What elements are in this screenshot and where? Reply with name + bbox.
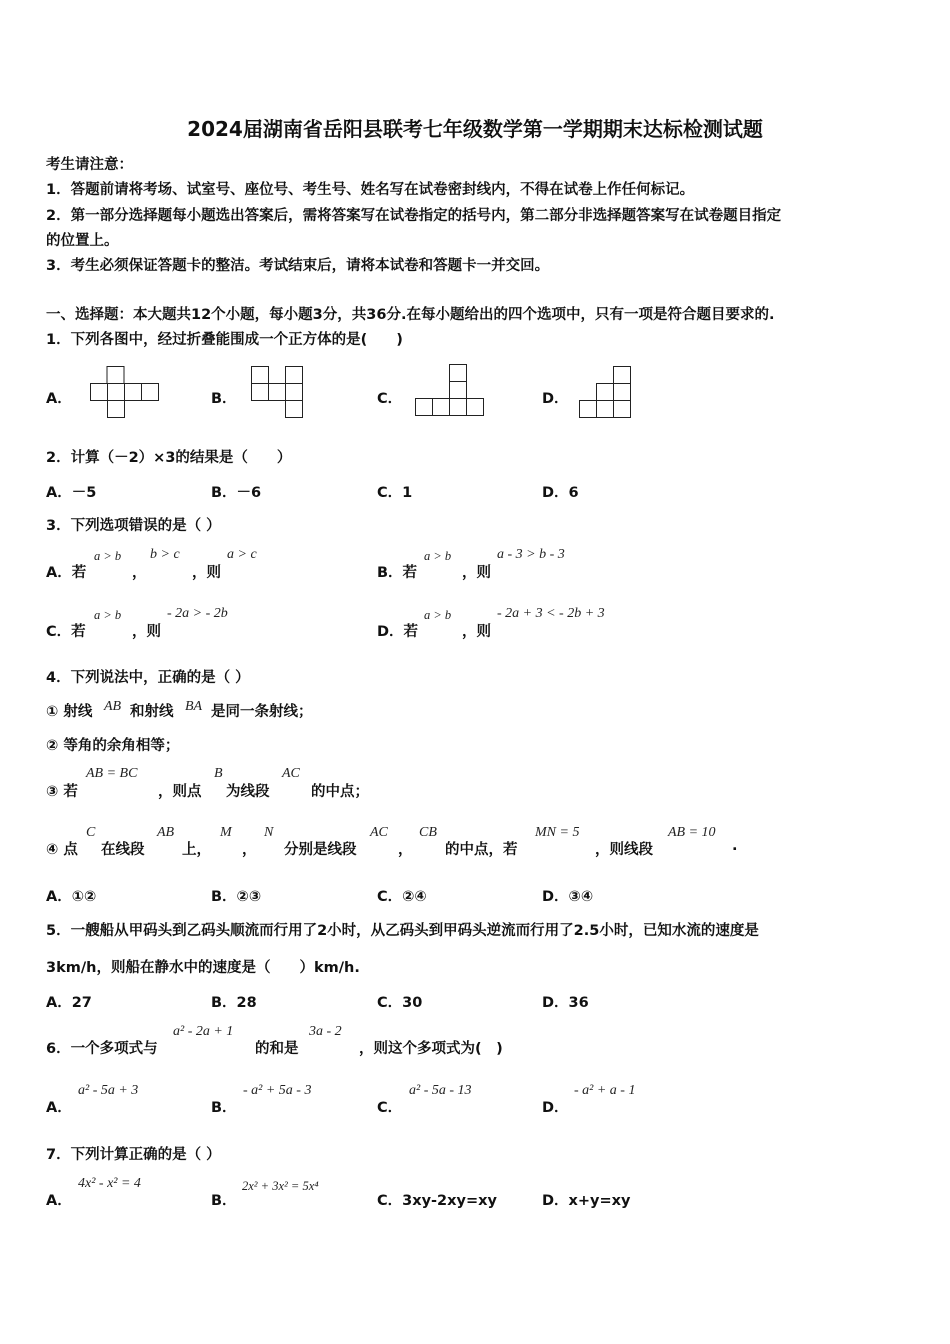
q3-c-math-2: - 2a > - 2b [167, 606, 228, 621]
q3-option-b-label: B．若 [377, 565, 418, 581]
q4-s3-text-3: 为线段 [226, 784, 270, 800]
q6-option-b-label: B． [211, 1100, 237, 1116]
q4-s3-math-2: B [214, 766, 223, 781]
q3-option-a-label: A．若 [46, 565, 87, 581]
section-heading: 一、选择题：本大题共12个小题，每小题3分，共36分.在每小题给出的四个选项中，只有一项是符合题目要求的. [46, 307, 775, 323]
question-3-stem: 3．下列选项错误的是（ ） [46, 518, 221, 534]
notice-item: 3．考生必须保证答题卡的整洁。考试结束后，请将本试卷和答题卡一并交回。 [46, 258, 550, 274]
q4-s3-math-3: AC [282, 766, 300, 781]
q4-s4-text-3: 上， [182, 842, 211, 858]
q2-option-c: C．1 [377, 485, 413, 501]
q4-option-d: D．③④ [542, 889, 594, 905]
q3-a-math-1: a > b [94, 549, 122, 563]
q7-option-b-label: B． [211, 1193, 237, 1209]
q3-d-math-1: a > b [424, 608, 452, 622]
q4-s4-text-8: ，则线段 [595, 842, 653, 858]
q3-d-math-2: - 2a + 3 < - 2b + 3 [497, 606, 605, 621]
q4-s3-text: ③ 若 [46, 784, 78, 800]
q4-option-a: A．①② [46, 889, 97, 905]
q3-option-c-label: C．若 [46, 624, 86, 640]
q1-option-a-label: A． [46, 391, 72, 407]
question-6-stem: 6．一个多项式与 [46, 1041, 158, 1057]
q4-s4-math-7: MN = 5 [535, 825, 580, 840]
q5-option-c: C．30 [377, 995, 423, 1011]
q6-math-1: a² - 2a + 1 [173, 1024, 234, 1039]
q6-option-c-math: a² - 5a - 13 [409, 1083, 472, 1098]
q4-s3-text-4: 的中点； [311, 784, 369, 800]
q3-a-sep-2: ，则 [192, 565, 221, 581]
q6-option-d-label: D． [542, 1100, 569, 1116]
q5-option-a: A．27 [46, 995, 92, 1011]
q5-option-b: B．28 [211, 995, 257, 1011]
q7-option-a-math: 4x² - x² = 4 [78, 1176, 141, 1191]
question-7-stem: 7．下列计算正确的是（ ） [46, 1147, 221, 1163]
cube-net-a [90, 366, 160, 419]
q4-s1-math-1: AB [104, 699, 122, 714]
question-5-stem-line-2: 3km/h，则船在静水中的速度是（ ）km/h. [46, 960, 360, 976]
notice-item: 2．第一部分选择题每小题选出答案后，需将答案写在试卷指定的括号内，第二部分非选择题答案写在试卷题目指定 [46, 208, 782, 224]
q6-option-a-math: a² - 5a + 3 [78, 1083, 139, 1098]
q1-option-c-label: C． [377, 391, 403, 407]
q4-s4-math-8: AB = 10 [668, 825, 716, 840]
q3-a-math-3: a > c [227, 547, 257, 562]
q1-option-d-label: D． [542, 391, 569, 407]
q4-s4-math-5: AC [370, 825, 388, 840]
page-title: 2024届湖南省岳阳县联考七年级数学第一学期期末达标检测试题 [187, 117, 763, 141]
question-5-stem-line-1: 5．一艘船从甲码头到乙码头顺流而行用了2小时，从乙码头到甲码头逆流而行用了2.5小时，已知水流的速度是 [46, 923, 759, 939]
q4-s4-text-2: 在线段 [101, 842, 145, 858]
q7-option-c: C．3xy-2xy=xy [377, 1193, 497, 1209]
q3-b-sep-1: ，则 [462, 565, 491, 581]
question-2-stem: 2．计算（－2）×3的结果是（ ） [46, 450, 292, 466]
notice-heading: 考生请注意： [46, 157, 133, 173]
q4-s4-text: ④ 点 [46, 842, 78, 858]
q5-option-d: D．36 [542, 995, 589, 1011]
q3-b-math-2: a - 3 > b - 3 [497, 547, 565, 562]
q4-s4-text-9: . [732, 838, 738, 854]
q7-option-a-label: A． [46, 1193, 72, 1209]
q3-a-sep-1: ， [132, 565, 147, 581]
q4-s1-text: ① 射线 [46, 704, 93, 720]
q4-s1-text-2: 和射线 [130, 704, 174, 720]
q7-option-d: D．x+y=xy [542, 1193, 631, 1209]
q4-s4-math-3: M [220, 825, 232, 840]
q4-s4-math-4: N [264, 825, 274, 840]
q6-option-a-label: A． [46, 1100, 72, 1116]
q7-option-b-math: 2x² + 3x² = 5x⁴ [242, 1179, 319, 1193]
cube-net-b [251, 366, 305, 420]
notice-item: 1．答题前请将考场、试室号、座位号、考生号、姓名写在试卷密封线内，不得在试卷上作任何标记。 [46, 182, 695, 198]
question-1-stem: 1．下列各图中，经过折叠能围成一个正方体的是( ) [46, 332, 403, 348]
q6-option-d-math: - a² + a - 1 [574, 1083, 636, 1098]
q4-s4-math-1: C [86, 825, 96, 840]
q4-s4-text-4: ， [242, 842, 257, 858]
q3-option-d-label: D．若 [377, 624, 419, 640]
q3-a-math-2: b > c [150, 547, 180, 562]
q2-option-b: B．－6 [211, 485, 262, 501]
q4-s2-text: ② 等角的余角相等； [46, 738, 180, 754]
q3-b-math-1: a > b [424, 549, 452, 563]
q6-text-3: ，则这个多项式为( ) [359, 1041, 503, 1057]
cube-net-d [579, 366, 633, 420]
q4-s4-text-7: 的中点，若 [445, 842, 518, 858]
q4-s1-text-3: 是同一条射线； [211, 704, 313, 720]
q1-option-b-label: B． [211, 391, 237, 407]
q6-option-b-math: - a² + 5a - 3 [243, 1083, 312, 1098]
q6-option-c-label: C． [377, 1100, 403, 1116]
q3-c-sep-1: ，则 [132, 624, 161, 640]
q4-s4-text-5: 分别是线段 [284, 842, 357, 858]
q4-s1-math-2: BA [185, 699, 203, 714]
q4-s3-math-1: AB = BC [86, 766, 138, 781]
q4-s4-text-6: ， [398, 842, 413, 858]
q4-option-b: B．②③ [211, 889, 262, 905]
q3-d-sep-1: ，则 [462, 624, 491, 640]
q3-c-math-1: a > b [94, 608, 122, 622]
q4-s4-math-2: AB [157, 825, 175, 840]
q6-text-2: 的和是 [255, 1041, 299, 1057]
question-4-stem: 4．下列说法中，正确的是（ ） [46, 670, 250, 686]
q2-option-a: A．－5 [46, 485, 97, 501]
q4-s4-math-6: CB [419, 825, 437, 840]
q4-s3-text-2: ，则点 [158, 784, 202, 800]
cube-net-c [414, 364, 486, 418]
q6-math-2: 3a - 2 [309, 1024, 342, 1039]
q2-option-d: D．6 [542, 485, 579, 501]
q4-option-c: C．②④ [377, 889, 427, 905]
notice-item: 的位置上。 [46, 233, 119, 249]
